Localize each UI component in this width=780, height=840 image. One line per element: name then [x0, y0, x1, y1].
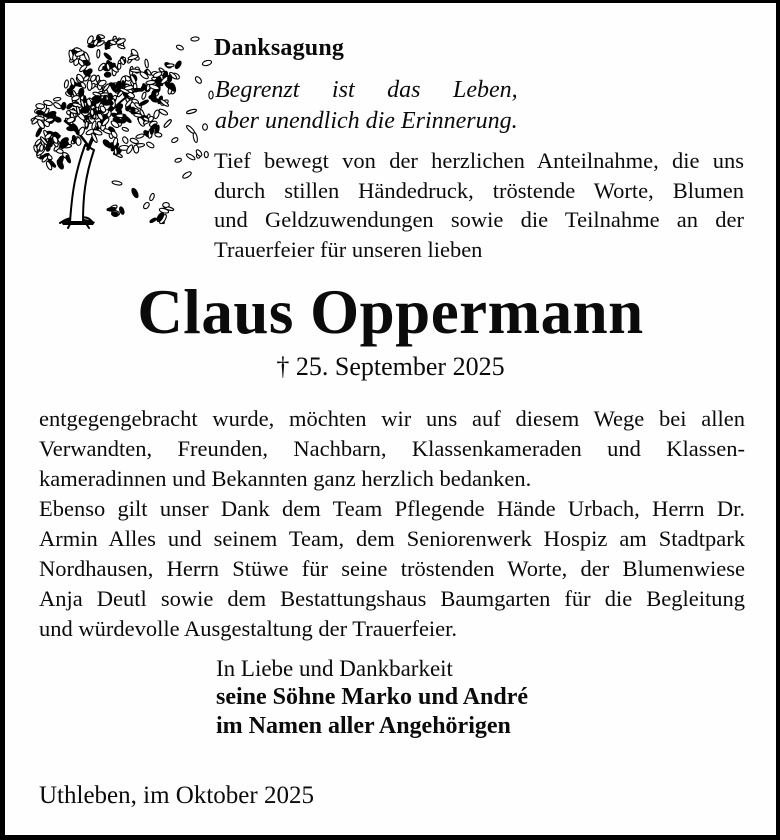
closing-family-names: seine Söhne Marko und André	[216, 684, 529, 710]
thanks-paragraph	[39, 404, 745, 494]
closing-block	[216, 654, 528, 741]
windblown-tree-icon	[27, 25, 215, 229]
text-line: Anja Deutl sowie dem Bestattungshaus Baumgarten für die Begleitung	[39, 586, 745, 611]
text-line: Verwandten, Freunden, Nachbarn, Klassenkameraden und Klassen-	[39, 436, 745, 461]
text-line: Armin Alles und seinem Team, dem Seniorenwerk Hospiz am Stadtpark	[39, 526, 745, 551]
windblown-tree-illustration	[27, 25, 215, 229]
text-line: durch stillen Händedruck, tröstende Worte, Blumen	[214, 177, 744, 203]
notice-header: Danksagung	[214, 35, 345, 61]
text-line: entgegengebracht wurde, möchten wir uns auf diesem Wege bei allen	[39, 406, 745, 431]
death-date: † 25. September 2025	[276, 352, 505, 381]
tree-leaves	[31, 34, 214, 225]
text-line: und würdevolle Ausgestaltung der Trauerfeier.	[39, 616, 458, 641]
closing-sentiment: In Liebe und Dankbarkeit	[216, 656, 453, 681]
deceased-name: Claus Oppermann	[137, 277, 644, 347]
closing-on-behalf: im Namen aller Angehörigen	[216, 713, 511, 739]
place-and-date: Uthleben, im Oktober 2025	[39, 782, 314, 809]
text-line: Tief bewegt von der herzlichen Anteilnahme, die uns	[214, 148, 744, 173]
body-text	[39, 404, 745, 644]
acknowledgements-paragraph	[39, 494, 745, 644]
text-line: kameradinnen und Bekannten ganz herzlich bedanken.	[39, 466, 532, 491]
text-line: Nordhausen, Herrn Stüwe für seine tröstenden Worte, der Blumenwiese	[39, 556, 745, 581]
epigraph-quote	[215, 75, 518, 137]
tree-trunk	[70, 145, 94, 222]
text-line: und Geldzuwendungen sowie die Teilnahme an der	[214, 207, 744, 232]
text-line: Ebenso gilt unser Dank dem Team Pflegende Hände Urbach, Herrn Dr.	[39, 496, 745, 521]
text-line: Begrenzt ist das Leben,	[215, 77, 518, 103]
intro-paragraph	[214, 146, 744, 264]
text-line: aber unendlich die Erinnerung.	[215, 108, 518, 134]
text-line: Trauerfeier für unseren lieben	[214, 236, 483, 262]
